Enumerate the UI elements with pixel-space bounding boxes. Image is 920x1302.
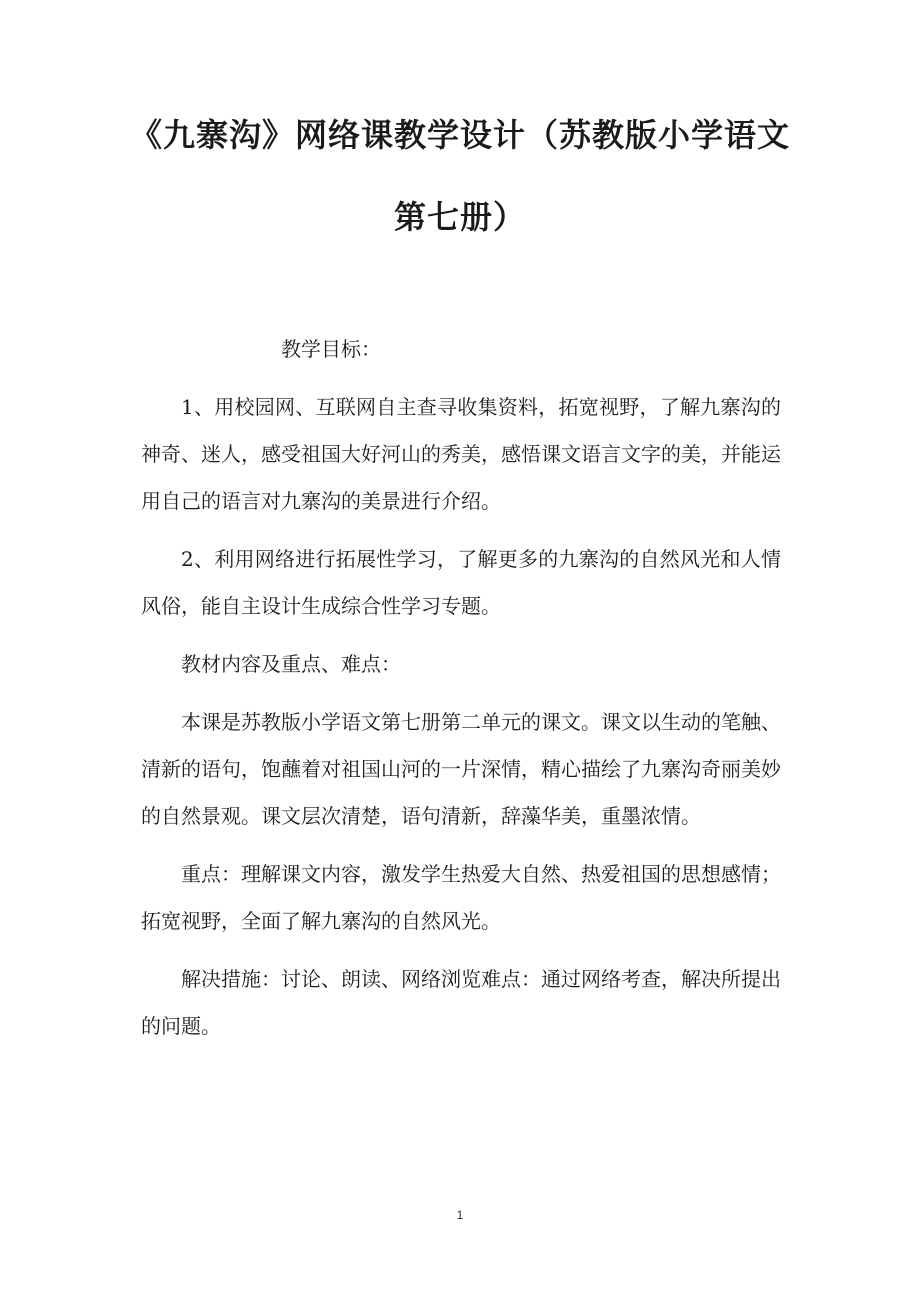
page-number: 1 [456, 1208, 464, 1222]
document-body [141, 326, 781, 1061]
section-heading-content-focus: 教材内容及重点、难点： [181, 652, 401, 676]
content-paragraph: 本课是苏教版小学语文第七册第二单元的课文。课文以生动的笔触、清新的语句，饱蘸着对祖国山河的一片深情，精心描绘了九寨沟奇丽美妙的自然景观。课文层次清楚，语句清新，辞藻华美，重墨浓情。 [141, 710, 781, 828]
section-heading-teaching-goals: 教学目标： [281, 337, 381, 361]
goal-paragraph-2: 2、利用网络进行拓展性学习，了解更多的九寨沟的自然风光和人情风俗，能自主设计生成综合性学习专题。 [141, 547, 781, 618]
document-title-line-1: 《九寨沟》网络课教学设计（苏教版小学语文 [129, 116, 790, 154]
key-points-paragraph: 重点：理解课文内容，激发学生热爱大自然、热爱祖国的思想感情；拓宽视野，全面了解九寨沟的自然风光。 [141, 862, 781, 933]
goal-paragraph-1: 1、用校园网、互联网自主查寻收集资料，拓宽视野，了解九寨沟的神奇、迷人，感受祖国大好河山的秀美，感悟课文语言文字的美，并能运用自己的语言对九寨沟的美景进行介绍。 [141, 395, 781, 513]
document-title-line-2: 第七册） [393, 198, 526, 236]
solution-paragraph: 解决措施：讨论、朗读、网络浏览难点：通过网络考查，解决所提出的问题。 [141, 967, 781, 1038]
